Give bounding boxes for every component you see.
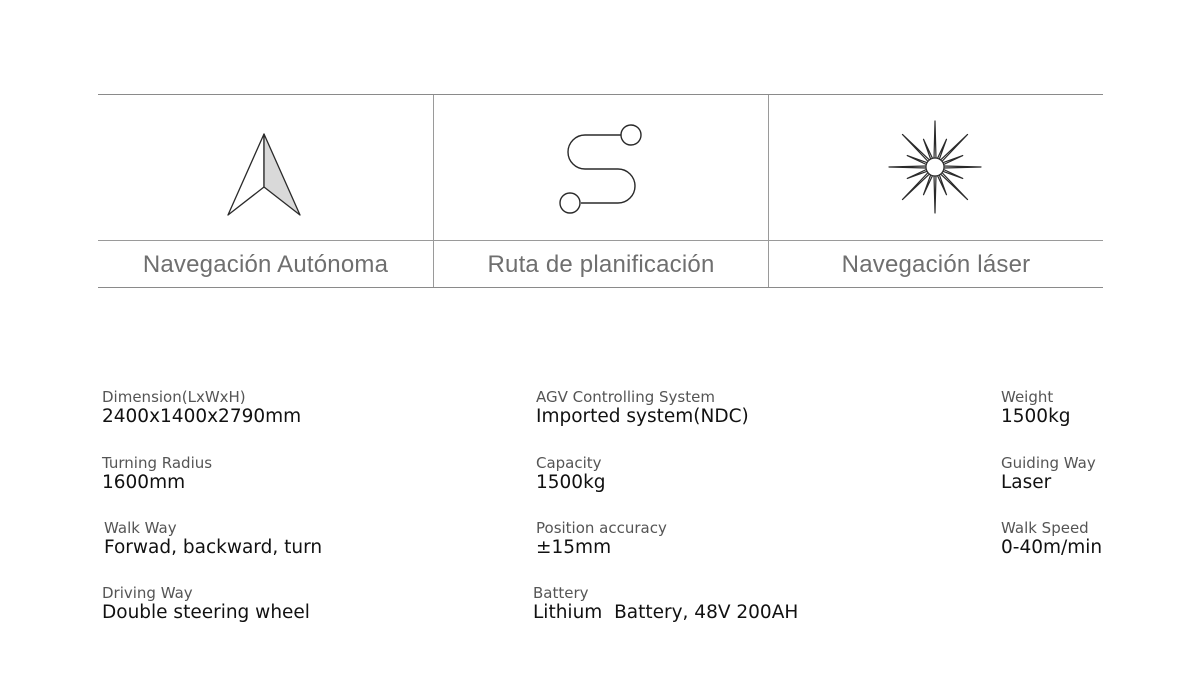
spec-agv-system (536, 388, 749, 428)
spec-label: Capacity (536, 454, 602, 472)
spec-label: AGV Controlling System (536, 388, 715, 406)
feature-label-laser-navigation: Navegación láser (841, 251, 1031, 278)
spec-value: Forwad, backward, turn (104, 537, 323, 558)
feature-label-autonomous-navigation: Navegación Autónoma (142, 251, 389, 278)
spec-label: Walk Way (104, 519, 177, 537)
spec-driving-way (102, 584, 310, 624)
spec-value: 1600mm (102, 472, 186, 493)
feature-label-route-planning: Ruta de planificación (487, 251, 715, 278)
spec-capacity (536, 454, 606, 494)
spec-value: ±15mm (536, 537, 612, 558)
spec-value: 1500kg (1001, 406, 1071, 427)
feature-route-planning (433, 95, 768, 287)
spec-label: Weight (1001, 388, 1054, 406)
spec-label: Battery (533, 584, 589, 602)
spec-weight (1001, 388, 1071, 428)
spec-walk-speed (1001, 519, 1102, 559)
spec-value: 1500kg (536, 472, 606, 493)
laser-core (926, 158, 944, 176)
feature-table (98, 94, 1103, 288)
spec-value: Lithium Battery, 48V 200AH (533, 602, 799, 623)
spec-value: Double steering wheel (102, 602, 310, 623)
spec-position-accuracy (536, 519, 667, 559)
feature-autonomous-navigation (98, 95, 433, 287)
spec-label: Dimension(LxWxH) (102, 388, 246, 406)
spec-label: Driving Way (102, 584, 193, 602)
spec-walk-way (104, 519, 322, 559)
spec-label: Position accuracy (536, 519, 667, 537)
spec-dimension (102, 388, 301, 428)
spec-label: Turning Radius (102, 454, 213, 472)
spec-value: Laser (1001, 472, 1052, 493)
laser-burst-icon (885, 117, 985, 217)
spec-value: Imported system(NDC) (536, 406, 749, 427)
spec-value: 2400x1400x2790mm (102, 406, 302, 427)
spec-battery (533, 584, 798, 624)
spec-turning-radius (102, 454, 212, 494)
route-path-icon (551, 121, 651, 221)
navigation-arrow-icon (225, 131, 305, 221)
spec-label: Guiding Way (1001, 454, 1096, 472)
spec-guiding-way (1001, 454, 1096, 494)
spec-value: 0-40m/min (1001, 537, 1103, 558)
feature-laser-navigation (768, 95, 1103, 287)
spec-label: Walk Speed (1001, 519, 1089, 537)
